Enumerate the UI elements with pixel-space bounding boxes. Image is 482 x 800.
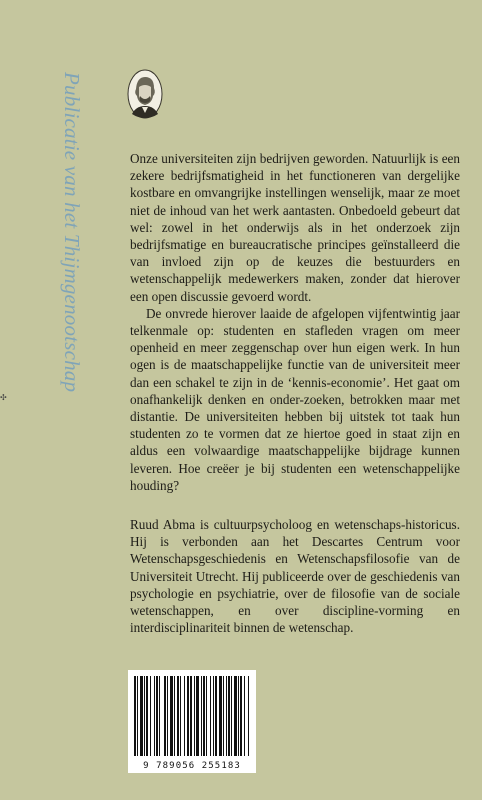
barcode-bar [187, 676, 189, 756]
registration-mark-icon: ✣ [0, 393, 7, 402]
barcode-bar [231, 676, 232, 756]
barcode-bar [159, 676, 160, 756]
isbn-barcode [128, 670, 256, 773]
barcode-bar [137, 676, 138, 756]
barcode-bar [156, 676, 158, 756]
barcode-bar [146, 676, 148, 756]
barcode-bar [134, 676, 136, 756]
barcode-bar [174, 676, 175, 756]
barcode-bar [190, 676, 192, 756]
barcode-bar [201, 676, 202, 756]
barcode-bar [213, 676, 214, 756]
author-bio: Ruud Abma is cultuurpsycholoog en wetenschaps-historicus. Hij is verbonden aan het Descartes Centrum voor Wetenschapsgeschiedenis en Wetenschapsfilosofie van de Universiteit Utrecht. Hij publiceerde over de geschiedenis van psychologie en psychiatrie, over de filosofie van de sociale wetenschappen, en over discipline-vorming en interdisciplinariteit binnen de wetenschap. [130, 517, 460, 636]
barcode-bar [196, 676, 199, 756]
barcode-bar [170, 676, 173, 756]
blurb-paragraph-2: De onvrede hierover laaide de afgelopen vijfentwintig jaar telkenmale op: studenten en stafleden vragen om meer openheid en meer zeggenschap over hun eigen werk. In hun ogen is de maatschappelijke functie van de universiteit meer dan een schakel te zijn in de ‘kennis-economie’. Het gaat om onafhankelijk denken en onder-zoeken, betrokken maar met distantie. De universiteiten hebben bij uitstek tot taak hun studenten zo te vormen dat ze hiertoe goed in staat zijn en aldus een volwaardige maatschappelijke bijdrage kunnen leveren. Hoe creëer je bij studenten een wetenschappelijke houding? [130, 305, 460, 493]
barcode-bar [238, 676, 239, 756]
barcode-bar [180, 676, 181, 756]
barcode-bar [228, 676, 230, 756]
barcode-bar [206, 676, 207, 756]
barcode-bar [167, 676, 168, 756]
barcode-bar [150, 676, 151, 756]
barcode-bar [154, 676, 155, 756]
barcode-bar [223, 676, 224, 756]
barcode-bar [184, 676, 185, 756]
back-cover-text [130, 150, 460, 636]
barcode-bar [226, 676, 227, 756]
barcode-bar [248, 676, 249, 756]
barcode-bar [194, 676, 195, 756]
barcode-bar [177, 676, 179, 756]
barcode-bar [244, 676, 245, 756]
barcode-bar [144, 676, 145, 756]
series-title-vertical: Publicatie van het Thijmgenootschap [60, 72, 84, 393]
barcode-bar [203, 676, 205, 756]
blurb-paragraph-1: Onze universiteiten zijn bedrijven geworden. Natuurlijk is een zekere bedrijfsmatigheid in het functioneren van dergelijke kostbare en omvangrijke instellingen wenselijk, maar ze moet niet de inhoud van het werk aantasten. Onbedoeld gebeurt dat wel: zowel in het onderwijs als in het onderzoek zijn bedrijfsmatige en bureaucratische principes geïnstalleerd die van invloed zijn op de keuzes die bestuurders en wetenschappelijk medewerkers maken, zonder dat hierover een open discussie gevoerd wordt. [130, 151, 460, 304]
barcode-bar [234, 676, 237, 756]
barcode-bar [215, 676, 217, 756]
barcode-bar [240, 676, 242, 756]
barcode-bar [164, 676, 166, 756]
portrait-medallion-icon [127, 69, 163, 119]
barcode-bar [219, 676, 222, 756]
isbn-barcode-icon [128, 670, 256, 760]
barcode-bar [140, 676, 143, 756]
barcode-bar [210, 676, 211, 756]
isbn-digits: 9 789056 255183 [143, 761, 241, 771]
